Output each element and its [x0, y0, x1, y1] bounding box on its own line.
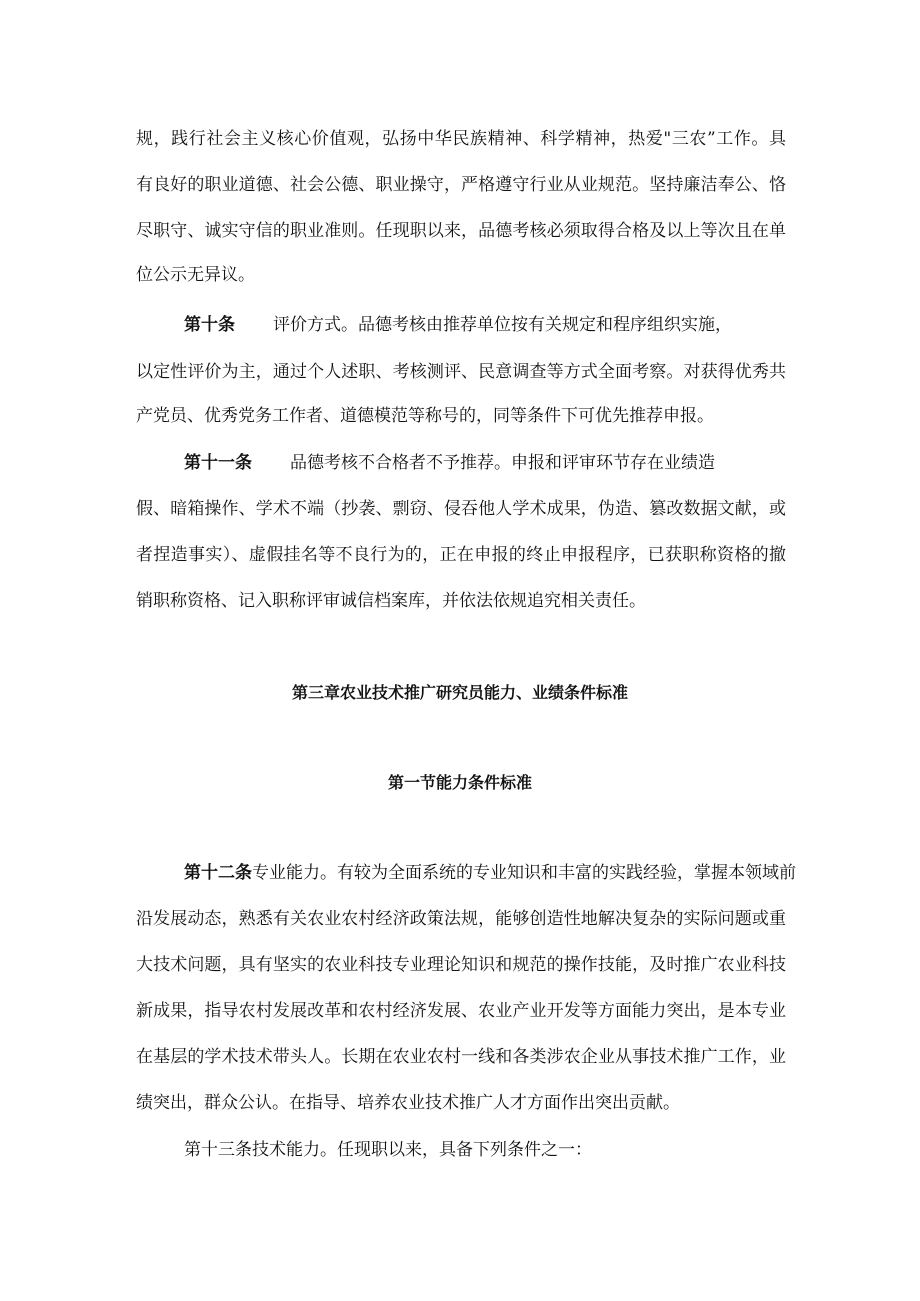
article11-label: 第十一条: [184, 453, 252, 473]
article10-first-line: [184, 315, 786, 335]
article10-line-3: 产党员、优秀党务工作者、道德模范等称号的，同等条件下可优先推荐申报。: [136, 406, 714, 426]
article12-line-6: 绩突出，群众公认。在指导、培养农业技术推广人才方面作出突出贡献。: [136, 1093, 680, 1113]
article11-first-text: 品德考核不合格者不予推荐。申报和评审环节存在业绩造: [290, 453, 715, 473]
article12-label: 第十二条: [184, 863, 252, 883]
article13-line-1: 第十三条技术能力。任现职以来，具备下列条件之一：: [184, 1140, 592, 1160]
article11-line-2: 假、暗箱操作、学术不端（抄袭、剽窃、侵吞他人学术成果，伪造、篡改数据文献，或: [136, 499, 786, 519]
article12-line-5: 在基层的学术技术带头人。长期在农业农村一线和各类涉农企业从事技术推广工作，业: [136, 1047, 786, 1067]
article12-first-text: 专业能力。有较为全面系统的专业知识和丰富的实践经验，掌握本领域前: [252, 863, 796, 883]
article11-line-3: 者捏造事实）、虚假挂名等不良行为的，正在申报的终止申报程序，已获职称资格的撤: [136, 545, 786, 565]
article10-line-2: 以定性评价为主，通过个人述职、考核测评、民意调查等方式全面考察。对获得优秀共: [136, 362, 786, 382]
article12-line-2: 沿发展动态，熟悉有关农业农村经济政策法规，能够创造性地解决复杂的实际问题或重: [136, 909, 786, 929]
article9-line-2: 有良好的职业道德、社会公德、职业操守，严格遵守行业从业规范。坚持廉洁奉公、恪: [136, 175, 786, 195]
article9-line-4: 位公示无异议。: [136, 265, 255, 285]
article9-line-1: 规，践行社会主义核心价值观，弘扬中华民族精神、科学精神，热爱"三农”工作。具: [136, 129, 786, 149]
article9-line-3: 尽职守、诚实守信的职业准则。任现职以来，品德考核必须取得合格及以上等次且在单: [136, 221, 786, 241]
article12-line-4: 新成果，指导农村发展改革和农村经济发展、农业产业开发等方面能力突出，是本专业: [136, 1001, 786, 1021]
chapter-title: 第三章农业技术推广研究员能力、业绩条件标准: [291, 683, 628, 702]
article12-line-3: 大技术问题，具有坚实的农业科技专业理论知识和规范的操作技能，及时推广农业科技: [136, 955, 786, 975]
article10-first-text: 评价方式。品德考核由推荐单位按有关规定和程序组织实施，: [273, 315, 732, 335]
article11-line-4: 销职称资格、记入职称评审诚信档案库，并依法依规追究相关责任。: [136, 591, 646, 611]
article12-first-line: [184, 863, 796, 883]
section-title: 第一节能力条件标准: [387, 773, 532, 792]
article11-first-line: [184, 453, 786, 473]
article10-label: 第十条: [184, 315, 235, 335]
